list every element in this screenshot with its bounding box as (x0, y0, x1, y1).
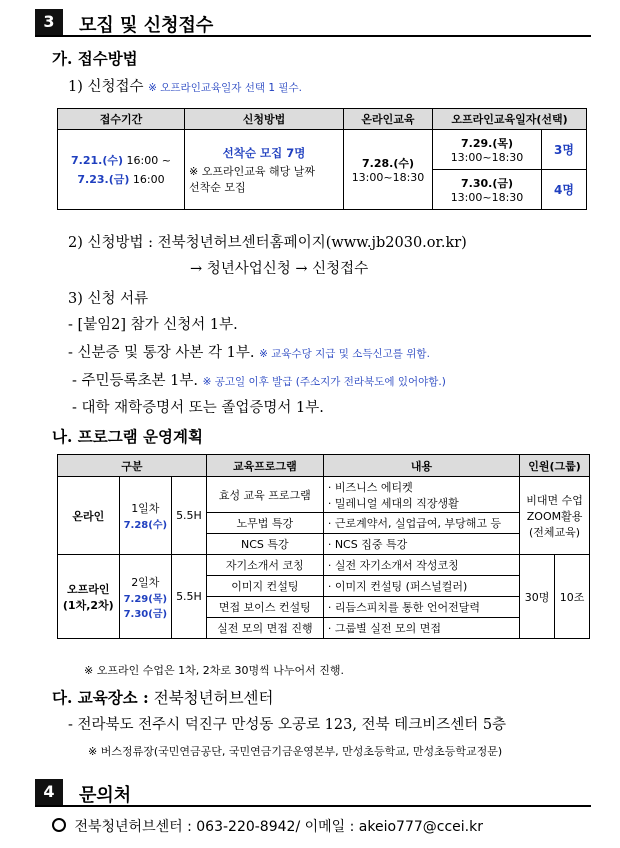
da-place: 전북청년허브센터 (153, 689, 274, 707)
subheading-ga: 가. 접수방법 (52, 49, 138, 68)
section-4-header (35, 779, 591, 807)
offline-time: 13:00~18:30 (450, 151, 524, 164)
online-date: 7.28.(수) (362, 157, 414, 170)
apply-intake-text: 1) 신청접수 (68, 79, 144, 95)
offline-label-2: (1차,2차) (62, 598, 114, 612)
offline-date: 7.30.(금) (461, 177, 513, 190)
program-content: · 실전 자기소개서 작성코칭 (323, 555, 519, 576)
section-title: 모집 및 신청접수 (79, 15, 214, 36)
online-cell (344, 130, 433, 210)
section-number: 3 (35, 9, 63, 35)
offline-days-text: 2일차 (131, 575, 160, 589)
documents-heading: 3) 신청 서류 (68, 291, 149, 307)
online-date: 7.28(수) (123, 520, 168, 531)
program-name: 실전 모의 면접 진행 (206, 618, 323, 639)
period-end-time: 16:00 (132, 173, 165, 186)
document-note: ※ 교육수당 지급 및 소득신고를 위함. (259, 348, 430, 360)
people-line: ZOOM활용 (526, 509, 583, 523)
program-note: ※ 오프라인 수업은 1차, 2차로 30명씩 나누어서 진행. (84, 664, 344, 677)
people-line: 비대면 수업 (526, 493, 583, 507)
offline-label (58, 555, 120, 639)
col-header: 내용 (323, 455, 519, 477)
offline-count: 3명 (542, 130, 587, 170)
period-start-date: 7.21.(수) (71, 154, 124, 167)
col-header: 신청방법 (185, 109, 344, 130)
offline-label-1: 오프라인 (67, 582, 110, 596)
program-table (57, 454, 590, 639)
content-line: · 비즈니스 에티켓 (327, 480, 413, 494)
offline-date: 7.29(목) (123, 593, 168, 605)
offline-hours: 5.5H (172, 555, 207, 639)
offline-date: 7.29.(목) (461, 137, 513, 150)
online-hours: 5.5H (172, 477, 207, 555)
bus-stops: ※ 버스정류장(국민연금공단, 국민연금기금운영본부, 만성초등학교, 만성초등학교정문) (88, 745, 503, 758)
people-line: (전체교육) (529, 525, 581, 539)
document-text: - 신분증 및 통장 사본 각 1부. (68, 345, 255, 361)
offline-count: 4명 (542, 170, 587, 210)
program-content (323, 477, 519, 513)
contact-line (52, 816, 483, 836)
method-title: 선착순 모집 7명 (222, 145, 306, 160)
program-content: · NCS 집중 특강 (323, 534, 519, 555)
program-content: · 근로계약서, 실업급여, 부당해고 등 (323, 513, 519, 534)
col-header: 오프라인교육일자(선택) (433, 109, 587, 130)
col-header: 교육프로그램 (206, 455, 323, 477)
method-cell (185, 130, 344, 210)
period-cell (58, 130, 185, 210)
content-line: · 밀레니얼 세대의 직장생활 (327, 496, 459, 510)
document-item (68, 313, 238, 334)
program-content: · 이미지 컨설팅 (퍼스널컬러) (323, 576, 519, 597)
section-title: 문의처 (79, 785, 132, 806)
method-note-2: 선착순 모집 (189, 180, 246, 194)
col-header: 온라인교육 (344, 109, 433, 130)
program-name: 효성 교육 프로그램 (206, 477, 323, 513)
document-text: - [붙임2] 참가 신청서 1부. (68, 317, 238, 333)
program-content: · 그룹별 실전 모의 면접 (323, 618, 519, 639)
col-header: 인원(그룹) (520, 455, 590, 477)
application-table (57, 108, 587, 210)
offline-time: 13:00~18:30 (450, 191, 524, 204)
online-days-text: 1일차 (131, 502, 160, 515)
period-start-time: 16:00 ~ (126, 154, 171, 167)
apply-intake-note: ※ 오프라인교육일자 선택 1 필수. (148, 82, 303, 94)
document-item (72, 369, 446, 390)
period-end-date: 7.23.(금) (77, 173, 130, 186)
online-people (520, 477, 590, 555)
program-name: 자기소개서 코칭 (206, 555, 323, 576)
col-header: 구분 (58, 455, 207, 477)
program-name: 이미지 컨설팅 (206, 576, 323, 597)
document-item (72, 396, 324, 417)
document-note: ※ 공고일 이후 발급 (주소지가 전라북도에 있어야함.) (202, 376, 446, 388)
program-name: 노무법 특강 (206, 513, 323, 534)
col-header: 접수기간 (58, 109, 185, 130)
offline-days (119, 555, 171, 639)
bullet-circle-icon (52, 818, 66, 832)
apply-method: 2) 신청방법 : 전북청년허브센터홈페이지(www.jb2030.or.kr) (68, 235, 467, 251)
online-time: 13:00~18:30 (351, 171, 425, 184)
program-name: NCS 특강 (206, 534, 323, 555)
da-heading-text: 다. 교육장소 : (52, 688, 149, 707)
document-text: - 대학 재학증명서 또는 졸업증명서 1부. (72, 400, 324, 416)
online-label: 온라인 (58, 477, 120, 555)
program-name: 면접 보이스 컨설팅 (206, 597, 323, 618)
offline-day-cell (433, 170, 542, 210)
subheading-da (52, 686, 274, 708)
offline-day-cell (433, 130, 542, 170)
program-content: · 리듬스피치를 통한 언어전달력 (323, 597, 519, 618)
document-item (68, 341, 430, 362)
document-text: - 주민등록초본 1부. (72, 373, 199, 389)
apply-method-path: → 청년사업신청 → 신청접수 (190, 261, 369, 277)
contact-text: 전북청년허브센터 : 063-220-8942/ 이메일 : akeio777@ccei.kr (74, 819, 483, 835)
online-days (119, 477, 171, 555)
method-note-1: ※ 오프라인교육 해당 날짜 (189, 164, 315, 178)
offline-groups: 10조 (555, 555, 590, 639)
subheading-na: 나. 프로그램 운영계획 (52, 427, 203, 446)
address: - 전라북도 전주시 덕진구 만성동 오공로 123, 전북 테크비즈센터 5층 (68, 717, 507, 733)
section-number: 4 (35, 779, 63, 805)
apply-intake-label (68, 75, 302, 96)
offline-date: 7.30(금) (123, 608, 168, 620)
section-3-header (35, 9, 591, 37)
offline-people: 30명 (520, 555, 555, 639)
